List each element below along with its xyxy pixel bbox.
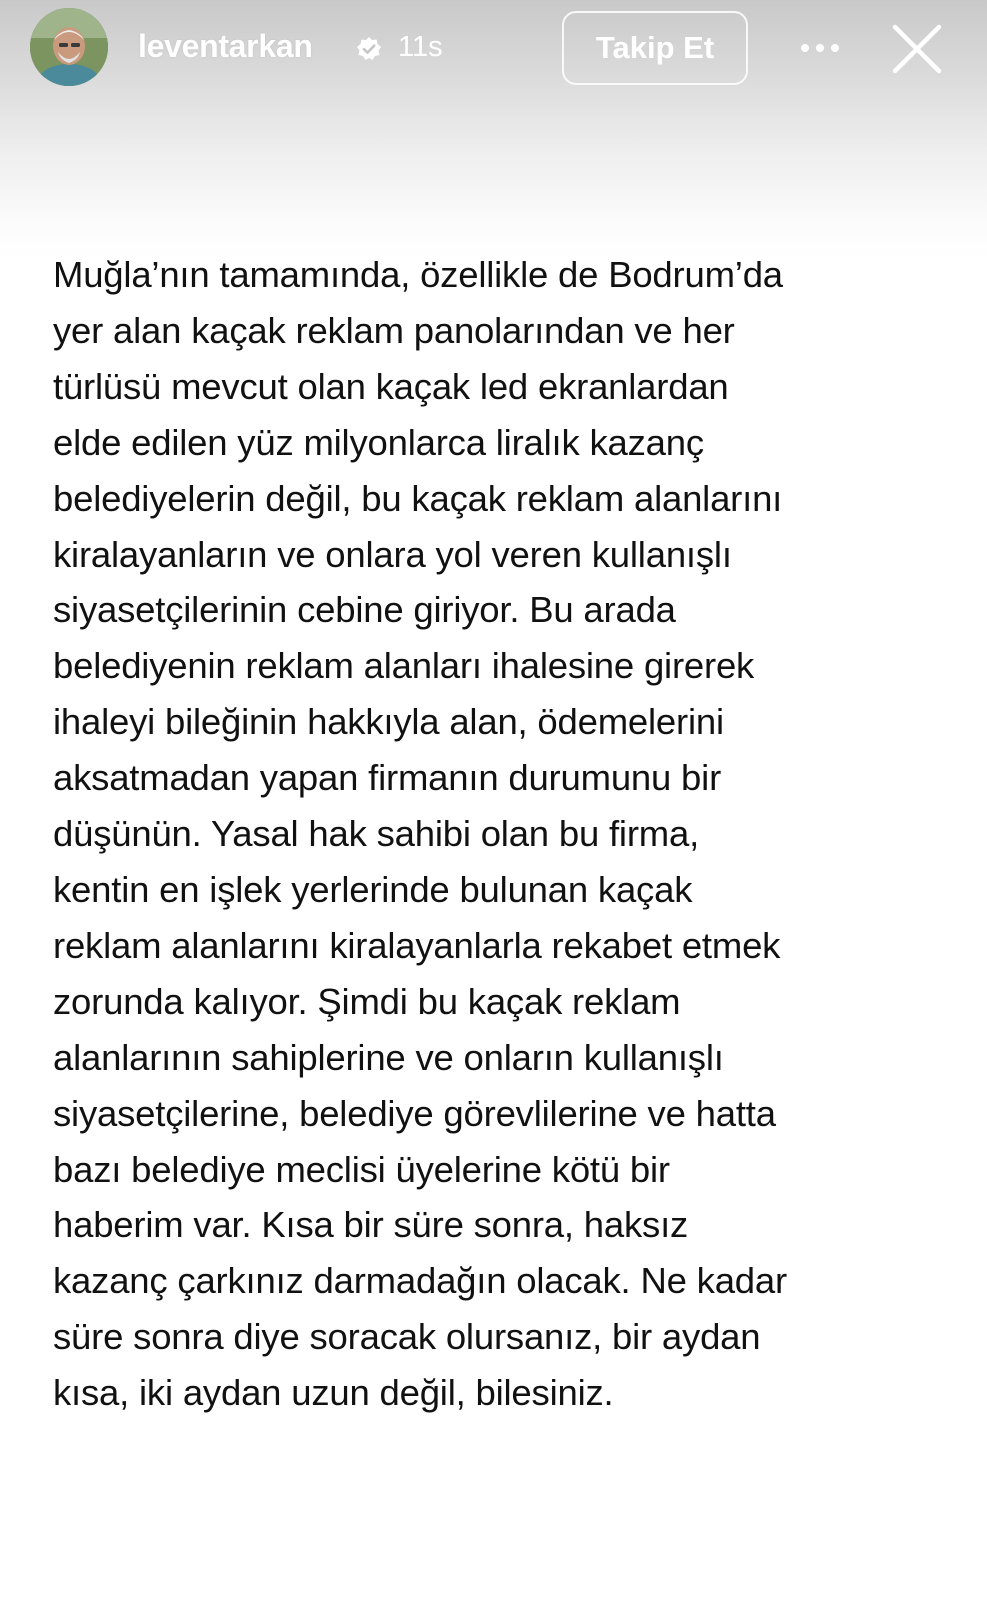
username[interactable]: leventarkan [138,28,313,64]
post-time: 11s [398,31,443,63]
close-icon[interactable] [890,22,944,76]
avatar[interactable] [30,8,108,86]
story-text: Muğla’nın tamamında, özellikle de Bodrum’da yer alan kaçak reklam panolarından ve her türlüsü mevcut olan kaçak led ekranlardan elde edilen yüz milyonlarca liralık kazanç belediyelerin değil, bu kaçak reklam alanlarını kiralayanların ve onlara yol veren kullanışlı siyasetçilerinin cebine giriyor. Bu arada belediyenin reklam alanları ihalesine girerek ihaleyi bileğinin hakkıyla alan, ödemelerini aksatmadan yapan firmanın durumunu bir düşünün. Yasal hak sahibi olan bu firma, kentin en işlek yerlerinde bulunan kaçak reklam alanlarını kiralayanlarla rekabet etmek zorunda kalıyor. Şimdi bu kaçak reklam alanlarının sahiplerine ve onların kullanışlı siyasetçilerine, belediye görevlilerine ve hatta bazı belediye meclisi üyelerine kötü bir haberim var. Kısa bir süre sonra, haksız kazanç çarkınız darmadağın olacak. Ne kadar süre sonra diye soracak olursanız, bir aydan kısa, iki aydan uzun değil, bilesiniz. [53,254,787,1414]
more-options-icon[interactable] [798,33,842,63]
story-header [0,0,987,100]
profile-photo [30,8,108,86]
verified-badge-icon [356,36,382,62]
follow-button[interactable]: Takip Et [562,11,748,85]
